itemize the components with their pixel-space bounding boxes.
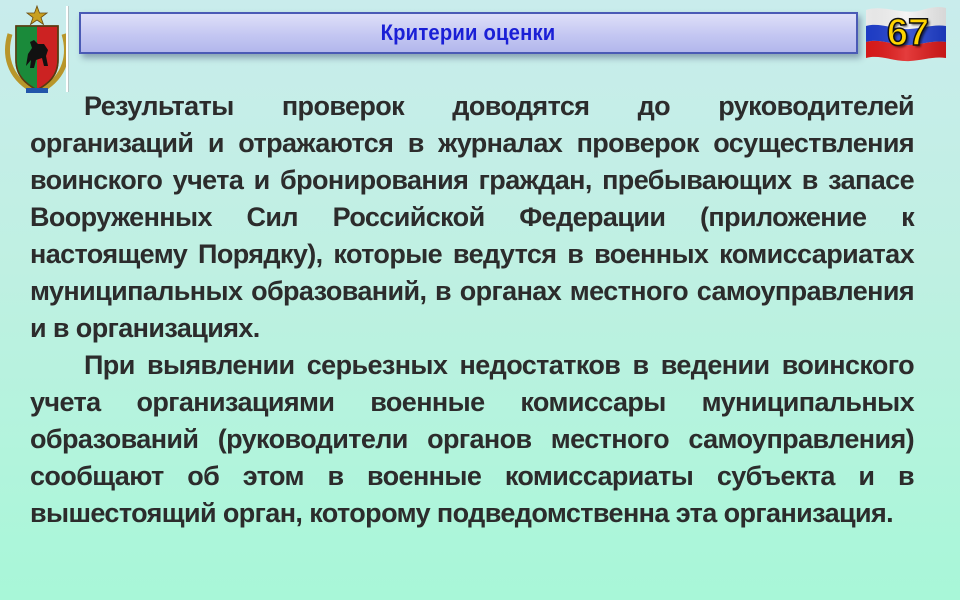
paragraph-2: При выявлении серьезных недостатков в ведении воинского учета организациями военные комиссары муниципальных образований (руководители органов местного самоуправления) сообщают об этом в военные комиссариаты субъекта и в вышестоящий орган, которому подведомственна эта организация. xyxy=(30,350,914,528)
slide-title: Критерии оценки xyxy=(381,20,556,45)
title-bar xyxy=(79,12,858,54)
body-text xyxy=(30,88,914,532)
page-number: 67 xyxy=(886,12,930,54)
paragraph-1: Результаты проверок доводятся до руководителей организаций и отражаются в журналах проверок осуществления воинского учета и бронирования граждан, пребывающих в запасе Вооруженных Сил Российской Федерации (приложение к настоящему Порядку), которые ведутся в военных комиссариатах муниципальных образований, в органах местного самоуправления и в организациях. xyxy=(30,91,914,343)
coat-of-arms-icon xyxy=(2,4,72,96)
header-divider xyxy=(66,6,68,92)
